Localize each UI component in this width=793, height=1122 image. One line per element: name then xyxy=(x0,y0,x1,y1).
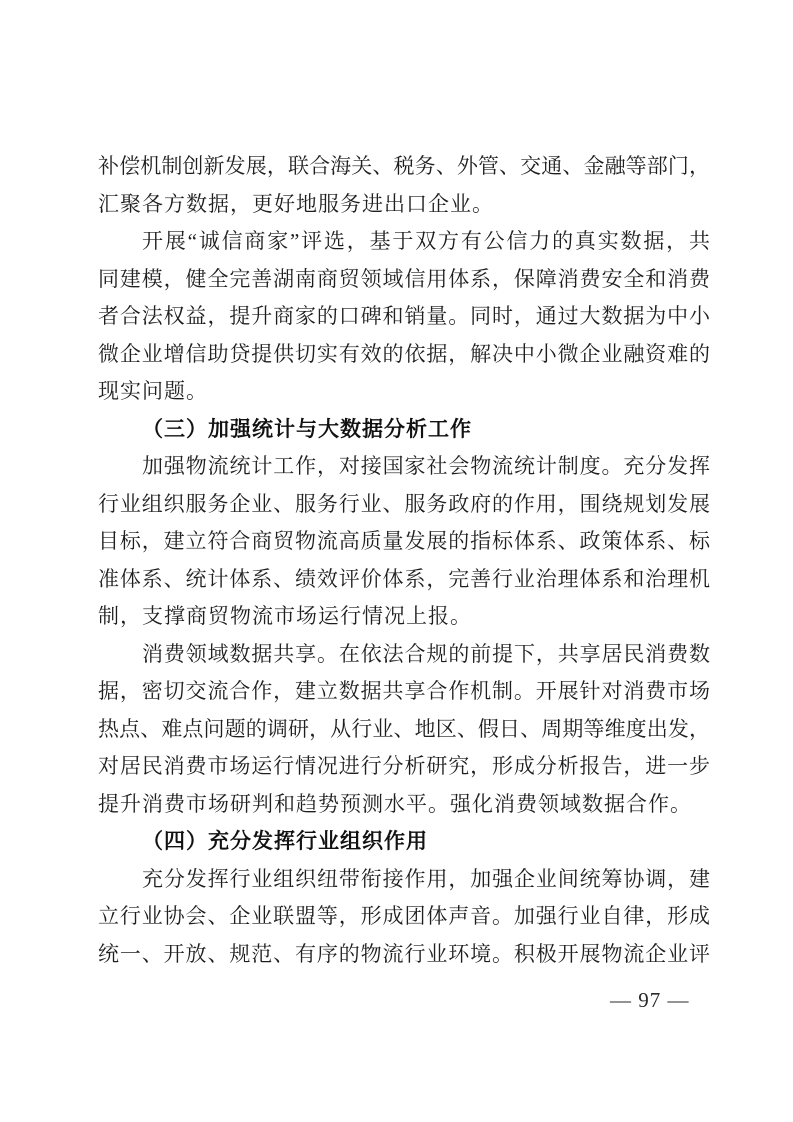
text-line: 充分发挥行业组织纽带衔接作用，加强企业间统筹协调，建 xyxy=(142,866,710,891)
text-line: 提升消费市场研判和趋势预测水平。强化消费领域数据合作。 xyxy=(98,791,692,816)
text-line: 现实问题。 xyxy=(98,379,208,403)
text-line: 补偿机制创新发展，联合海关、税务、外管、交通、金融等部门， xyxy=(98,154,710,178)
text-line: 据，密切交流合作，建立数据共享合作机制。开展针对消费市场 xyxy=(98,679,710,703)
text-line: 者合法权益，提升商家的口碑和销量。同时，通过大数据为中小 xyxy=(98,304,710,328)
text-line: 立行业协会、企业联盟等，形成团体声音。加强行业自律，形成 xyxy=(98,904,710,928)
text-line: 行业组织服务企业、服务行业、服务政府的作用，围绕规划发展 xyxy=(98,491,710,516)
text-line: 加强物流统计工作，对接国家社会物流统计制度。充分发挥 xyxy=(142,454,710,478)
text-line: 热点、难点问题的调研，从行业、地区、假日、周期等维度出发， xyxy=(98,716,710,741)
text-line: 目标，建立符合商贸物流高质量发展的指标体系、政策体系、标 xyxy=(98,529,710,553)
text-line: 消费领域数据共享。在依法合规的前提下，共享居民消费数 xyxy=(142,641,710,666)
page-number: — 97 — xyxy=(610,988,690,1012)
text-line: 开展“诚信商家”评选，基于双方有公信力的真实数据，共 xyxy=(142,229,710,253)
text-line: 汇聚各方数据，更好地服务进出口企业。 xyxy=(98,191,494,216)
text-line: 准体系、统计体系、绩效评价体系，完善行业治理体系和治理机 xyxy=(98,566,710,591)
document-body xyxy=(98,148,710,973)
text-line: 同建模，健全完善湖南商贸领域信用体系，保障消费安全和消费 xyxy=(98,266,710,291)
section-heading-3: （三）加强统计与大数据分析工作 xyxy=(142,416,472,441)
section-heading-4: （四）充分发挥行业组织作用 xyxy=(142,829,428,853)
text-line: 对居民消费市场运行情况进行分析研究，形成分析报告，进一步 xyxy=(98,754,710,778)
text-line: 制，支撑商贸物流市场运行情况上报。 xyxy=(98,604,472,628)
text-line: 微企业增信助贷提供切实有效的依据，解决中小微企业融资难的 xyxy=(98,341,710,366)
text-line: 统一、开放、规范、有序的物流行业环境。积极开展物流企业评 xyxy=(98,941,710,966)
